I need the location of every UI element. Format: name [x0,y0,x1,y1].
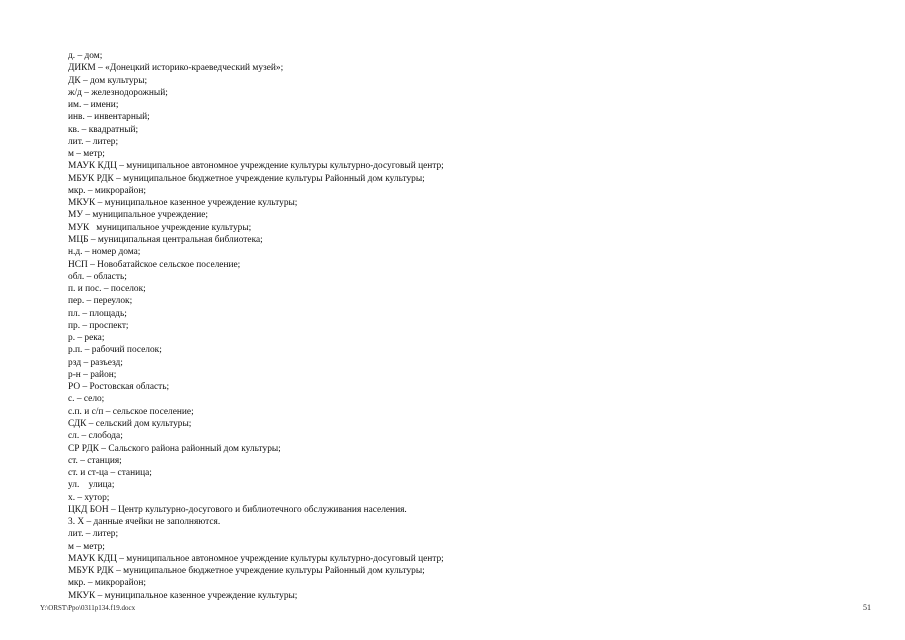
abbreviation-line: сл. – слобода; [68,431,123,442]
page-number: 51 [863,603,871,612]
abbreviation-line: МКУК – муниципальное казенное учреждение культуры; [68,198,298,209]
abbreviation-line: д. – дом; [68,51,103,61]
abbreviation-line: х. – хутор; [68,492,110,503]
abbreviation-line: ДИКМ – «Донецкий историко-краеведческий музей»; [68,63,284,74]
abbreviation-line: ЦКД БОН – Центр культурно-досугового и библиотечного обслуживания населения. [68,504,407,515]
abbreviation-line: мкр. – микрорайон; [68,578,146,589]
abbreviation-line: МБУК РДК – муниципальное бюджетное учреждение культуры Районный дом культуры; [68,173,425,184]
abbreviation-line: с.п. и с/п – сельское поселение; [68,406,194,417]
abbreviation-line: с. – село; [68,394,105,405]
abbreviation-line: РО – Ростовская область; [68,382,170,393]
abbreviation-line: пр. – проспект; [68,320,129,331]
abbreviation-line: мкр. – микрорайон; [68,185,146,196]
abbreviation-line: п. и пос. – поселок; [68,284,146,295]
abbreviation-line: обл. – область; [68,271,127,282]
abbreviation-line: пер. – переулок; [68,296,133,307]
abbreviation-line: МЦБ – муниципальная центральная библиотека; [68,234,263,245]
abbreviation-line: МКУК – муниципальное казенное учреждение культуры; [68,590,298,601]
abbreviation-line: ДК – дом культуры; [68,75,148,86]
abbreviation-line: МАУК КДЦ – муниципальное автономное учреждение культуры культурно-досуговый центр; [68,161,444,172]
abbreviation-line: кв. – квадратный; [68,124,139,135]
abbreviations-list [68,50,848,602]
abbreviation-line: СР РДК – Сальского района районный дом культуры; [68,443,281,454]
abbreviation-line: инв. – инвентарный; [68,112,150,123]
abbreviation-line: пл. – площадь; [68,308,127,319]
footer-file-path: Y:\ORST\Ppo\0311p134.f19.docx [40,604,136,612]
abbreviation-line: МУК муниципальное учреждение культуры; [68,222,252,233]
abbreviation-line: НСП – Новобатайское сельское поселение; [68,259,241,270]
abbreviation-line: МБУК РДК – муниципальное бюджетное учреждение культуры Районный дом культуры; [68,566,425,577]
abbreviation-line: лит. – литер; [68,136,119,147]
abbreviation-line: ул. улица; [68,480,115,491]
abbreviation-line: МУ – муниципальное учреждение; [68,210,209,221]
abbreviation-line: м – метр; [68,149,105,160]
abbreviation-line: им. – имени; [68,100,119,111]
abbreviation-line: МАУК КДЦ – муниципальное автономное учреждение культуры культурно-досуговый центр; [68,553,444,564]
abbreviation-line: ж/д – железнодорожный; [68,87,168,98]
abbreviation-line: ст. и ст-ца – станица; [68,468,152,479]
abbreviation-line: м – метр; [68,541,105,552]
abbreviation-line: лит. – литер; [68,529,119,540]
abbreviation-line: р. – река; [68,333,105,344]
note-line: 3. Х – данные ячейки не заполняются. [68,517,221,528]
abbreviation-line: р-н – район; [68,369,117,380]
abbreviation-line: рзд – разъезд; [68,357,123,368]
abbreviation-line: н.д. – номер дома; [68,247,141,258]
abbreviation-line: ст. – станция; [68,455,122,466]
abbreviation-line: р.п. – рабочий поселок; [68,345,162,356]
abbreviation-line: СДК – сельский дом культуры; [68,418,192,429]
